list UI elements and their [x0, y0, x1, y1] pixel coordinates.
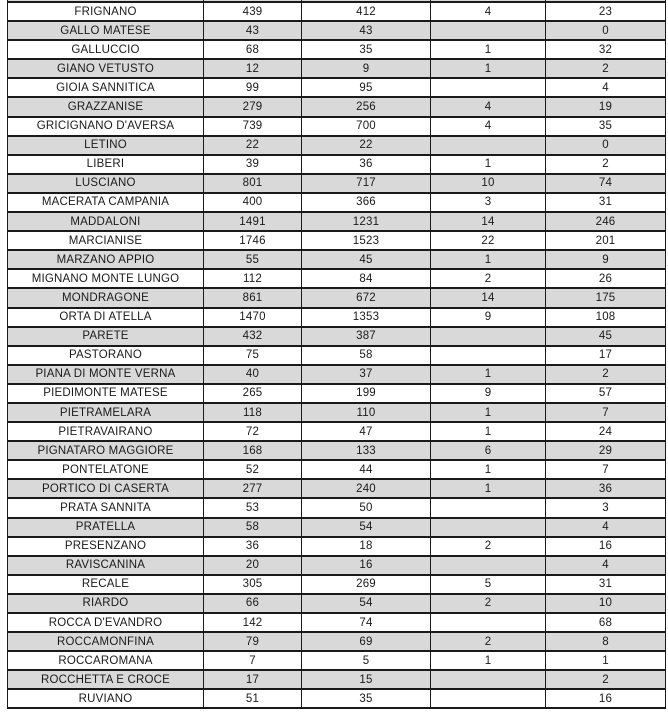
municipality-data-table — [7, 0, 666, 709]
value-cell: 1 — [431, 422, 546, 441]
value-cell: 37 — [302, 365, 431, 384]
value-cell: 68 — [204, 40, 302, 59]
table-row — [8, 193, 666, 212]
table-row — [8, 365, 666, 384]
value-cell: 52 — [204, 460, 302, 479]
value-cell: 58 — [302, 346, 431, 365]
value-cell: 4 — [431, 2, 546, 21]
value-cell: 2 — [431, 269, 546, 288]
value-cell: 269 — [302, 575, 431, 594]
table-row — [8, 575, 666, 594]
table-row — [8, 613, 666, 632]
municipality-name-cell: PASTORANO — [8, 346, 204, 365]
value-cell: 74 — [302, 613, 431, 632]
value-cell: 9 — [431, 384, 546, 403]
value-cell — [431, 78, 546, 97]
value-cell: 45 — [302, 250, 431, 269]
value-cell: 305 — [204, 575, 302, 594]
value-cell: 1 — [431, 40, 546, 59]
table-row — [8, 689, 666, 708]
value-cell: 1 — [431, 59, 546, 78]
table-row — [8, 155, 666, 174]
value-cell: 39 — [204, 155, 302, 174]
value-cell: 66 — [204, 594, 302, 613]
municipality-name-cell: PRATELLA — [8, 518, 204, 537]
value-cell: 15 — [302, 670, 431, 689]
value-cell: 108 — [546, 308, 666, 327]
value-cell: 133 — [302, 441, 431, 460]
value-cell: 400 — [204, 193, 302, 212]
municipality-name-cell: ROCCAMONFINA — [8, 632, 204, 651]
value-cell: 24 — [546, 422, 666, 441]
value-cell: 1 — [546, 651, 666, 670]
value-cell: 0 — [546, 21, 666, 40]
municipality-name-cell: PORTICO DI CASERTA — [8, 479, 204, 498]
value-cell: 22 — [431, 231, 546, 250]
value-cell: 10 — [546, 594, 666, 613]
value-cell: 35 — [302, 40, 431, 59]
value-cell — [431, 518, 546, 537]
value-cell: 672 — [302, 288, 431, 307]
municipality-name-cell: RECALE — [8, 575, 204, 594]
table-row — [8, 384, 666, 403]
value-cell: 387 — [302, 327, 431, 346]
value-cell: 3 — [431, 193, 546, 212]
value-cell: 265 — [204, 384, 302, 403]
table-row — [8, 632, 666, 651]
value-cell: 432 — [204, 327, 302, 346]
value-cell: 35 — [302, 689, 431, 708]
value-cell: 112 — [204, 269, 302, 288]
table-row — [8, 250, 666, 269]
municipality-name-cell: PRATA SANNITA — [8, 498, 204, 517]
table-row — [8, 498, 666, 517]
value-cell: 16 — [546, 689, 666, 708]
value-cell: 35 — [546, 117, 666, 136]
value-cell: 43 — [204, 21, 302, 40]
value-cell: 14 — [431, 288, 546, 307]
value-cell: 47 — [302, 422, 431, 441]
table-row — [8, 231, 666, 250]
value-cell: 279 — [204, 97, 302, 116]
table-row — [8, 2, 666, 21]
municipality-name-cell: LIBERI — [8, 155, 204, 174]
value-cell — [431, 613, 546, 632]
value-cell: 1 — [431, 365, 546, 384]
value-cell: 175 — [546, 288, 666, 307]
municipality-name-cell: ORTA DI ATELLA — [8, 308, 204, 327]
value-cell: 2 — [431, 594, 546, 613]
value-cell: 6 — [431, 441, 546, 460]
value-cell: 1491 — [204, 212, 302, 231]
value-cell — [431, 556, 546, 575]
value-cell: 5 — [302, 651, 431, 670]
value-cell: 72 — [204, 422, 302, 441]
value-cell — [431, 136, 546, 155]
value-cell: 74 — [546, 174, 666, 193]
value-cell: 31 — [546, 575, 666, 594]
value-cell: 110 — [302, 403, 431, 422]
table-row — [8, 327, 666, 346]
municipality-name-cell: RAVISCANINA — [8, 556, 204, 575]
table-row — [8, 308, 666, 327]
value-cell: 1 — [431, 403, 546, 422]
table-row — [8, 212, 666, 231]
value-cell — [431, 689, 546, 708]
value-cell: 55 — [204, 250, 302, 269]
table-row — [8, 537, 666, 556]
value-cell: 50 — [302, 498, 431, 517]
municipality-name-cell: MADDALONI — [8, 212, 204, 231]
value-cell: 32 — [546, 40, 666, 59]
value-cell: 2 — [546, 59, 666, 78]
table-row — [8, 59, 666, 78]
value-cell: 31 — [546, 193, 666, 212]
value-cell: 36 — [302, 155, 431, 174]
table-row — [8, 288, 666, 307]
table-row — [8, 346, 666, 365]
value-cell: 45 — [546, 327, 666, 346]
municipality-name-cell: GIANO VETUSTO — [8, 59, 204, 78]
value-cell: 1 — [431, 479, 546, 498]
value-cell: 51 — [204, 689, 302, 708]
value-cell: 1353 — [302, 308, 431, 327]
municipality-name-cell: GIOIA SANNITICA — [8, 78, 204, 97]
municipality-name-cell: RIARDO — [8, 594, 204, 613]
table-row — [8, 97, 666, 116]
value-cell: 10 — [431, 174, 546, 193]
municipality-name-cell: ROCCA D'EVANDRO — [8, 613, 204, 632]
municipality-name-cell: PIETRAMELARA — [8, 403, 204, 422]
value-cell: 26 — [546, 269, 666, 288]
value-cell: 16 — [546, 537, 666, 556]
municipality-name-cell: MARCIANISE — [8, 231, 204, 250]
value-cell: 0 — [546, 136, 666, 155]
value-cell: 7 — [546, 403, 666, 422]
value-cell: 58 — [204, 518, 302, 537]
value-cell: 256 — [302, 97, 431, 116]
value-cell: 8 — [546, 632, 666, 651]
value-cell: 57 — [546, 384, 666, 403]
value-cell: 2 — [431, 537, 546, 556]
value-cell — [431, 327, 546, 346]
municipality-name-cell: LUSCIANO — [8, 174, 204, 193]
value-cell: 7 — [546, 460, 666, 479]
value-cell: 54 — [302, 594, 431, 613]
value-cell: 95 — [302, 78, 431, 97]
value-cell: 199 — [302, 384, 431, 403]
table-row — [8, 479, 666, 498]
value-cell: 23 — [546, 2, 666, 21]
value-cell: 17 — [204, 670, 302, 689]
value-cell: 412 — [302, 2, 431, 21]
value-cell: 17 — [546, 346, 666, 365]
value-cell: 43 — [302, 21, 431, 40]
table-row — [8, 670, 666, 689]
value-cell: 36 — [204, 537, 302, 556]
municipality-name-cell: GRICIGNANO D'AVERSA — [8, 117, 204, 136]
municipality-name-cell: PRESENZANO — [8, 537, 204, 556]
value-cell: 44 — [302, 460, 431, 479]
table-row — [8, 117, 666, 136]
table-row — [8, 40, 666, 59]
table-row — [8, 594, 666, 613]
municipality-name-cell: RUVIANO — [8, 689, 204, 708]
value-cell: 801 — [204, 174, 302, 193]
value-cell: 20 — [204, 556, 302, 575]
value-cell: 118 — [204, 403, 302, 422]
municipality-name-cell: MONDRAGONE — [8, 288, 204, 307]
table-row — [8, 422, 666, 441]
value-cell: 40 — [204, 365, 302, 384]
value-cell — [431, 498, 546, 517]
value-cell: 2 — [546, 365, 666, 384]
value-cell: 54 — [302, 518, 431, 537]
value-cell: 1523 — [302, 231, 431, 250]
value-cell: 168 — [204, 441, 302, 460]
value-cell: 5 — [431, 575, 546, 594]
municipality-name-cell: MACERATA CAMPANIA — [8, 193, 204, 212]
municipality-name-cell: PIGNATARO MAGGIORE — [8, 441, 204, 460]
value-cell: 1 — [431, 155, 546, 174]
value-cell: 861 — [204, 288, 302, 307]
municipality-name-cell: GALLO MATESE — [8, 21, 204, 40]
municipality-name-cell: FRIGNANO — [8, 2, 204, 21]
value-cell: 22 — [302, 136, 431, 155]
value-cell: 4 — [431, 117, 546, 136]
table-row — [8, 174, 666, 193]
value-cell: 1 — [431, 460, 546, 479]
value-cell: 739 — [204, 117, 302, 136]
value-cell: 9 — [302, 59, 431, 78]
value-cell: 7 — [204, 651, 302, 670]
table-row — [8, 403, 666, 422]
municipality-name-cell: MIGNANO MONTE LUNGO — [8, 269, 204, 288]
value-cell: 12 — [204, 59, 302, 78]
value-cell: 2 — [546, 670, 666, 689]
value-cell — [431, 21, 546, 40]
value-cell: 99 — [204, 78, 302, 97]
value-cell: 3 — [546, 498, 666, 517]
value-cell: 700 — [302, 117, 431, 136]
value-cell: 201 — [546, 231, 666, 250]
value-cell: 16 — [302, 556, 431, 575]
value-cell: 1470 — [204, 308, 302, 327]
value-cell: 9 — [431, 308, 546, 327]
value-cell: 277 — [204, 479, 302, 498]
value-cell: 18 — [302, 537, 431, 556]
value-cell: 14 — [431, 212, 546, 231]
table-row — [8, 556, 666, 575]
value-cell: 19 — [546, 97, 666, 116]
value-cell — [431, 670, 546, 689]
table-row — [8, 78, 666, 97]
table-row — [8, 136, 666, 155]
municipality-name-cell: PONTELATONE — [8, 460, 204, 479]
value-cell: 79 — [204, 632, 302, 651]
value-cell: 84 — [302, 269, 431, 288]
value-cell: 2 — [546, 155, 666, 174]
municipality-name-cell: ROCCHETTA E CROCE — [8, 670, 204, 689]
municipality-name-cell: PARETE — [8, 327, 204, 346]
value-cell: 1231 — [302, 212, 431, 231]
value-cell: 9 — [546, 250, 666, 269]
table-row — [8, 460, 666, 479]
value-cell: 36 — [546, 479, 666, 498]
value-cell: 717 — [302, 174, 431, 193]
value-cell: 4 — [546, 78, 666, 97]
municipality-name-cell: ROCCAROMANA — [8, 651, 204, 670]
value-cell: 29 — [546, 441, 666, 460]
value-cell: 4 — [546, 556, 666, 575]
table-body — [8, 0, 666, 708]
municipality-name-cell: PIEDIMONTE MATESE — [8, 384, 204, 403]
municipality-name-cell: GALLUCCIO — [8, 40, 204, 59]
municipality-name-cell: GRAZZANISE — [8, 97, 204, 116]
table-row — [8, 269, 666, 288]
municipality-name-cell: MARZANO APPIO — [8, 250, 204, 269]
table-row — [8, 651, 666, 670]
value-cell: 1 — [431, 250, 546, 269]
value-cell: 439 — [204, 2, 302, 21]
value-cell: 69 — [302, 632, 431, 651]
value-cell — [431, 346, 546, 365]
municipality-name-cell: LETINO — [8, 136, 204, 155]
table-row — [8, 441, 666, 460]
municipality-name-cell: PIANA DI MONTE VERNA — [8, 365, 204, 384]
value-cell: 246 — [546, 212, 666, 231]
municipality-name-cell: PIETRAVAIRANO — [8, 422, 204, 441]
value-cell: 1746 — [204, 231, 302, 250]
table-row — [8, 518, 666, 537]
value-cell: 1 — [431, 651, 546, 670]
value-cell: 2 — [431, 632, 546, 651]
value-cell: 4 — [546, 518, 666, 537]
value-cell: 53 — [204, 498, 302, 517]
value-cell: 22 — [204, 136, 302, 155]
value-cell: 366 — [302, 193, 431, 212]
value-cell: 4 — [431, 97, 546, 116]
value-cell: 142 — [204, 613, 302, 632]
value-cell: 68 — [546, 613, 666, 632]
value-cell: 75 — [204, 346, 302, 365]
value-cell: 240 — [302, 479, 431, 498]
table-row — [8, 21, 666, 40]
